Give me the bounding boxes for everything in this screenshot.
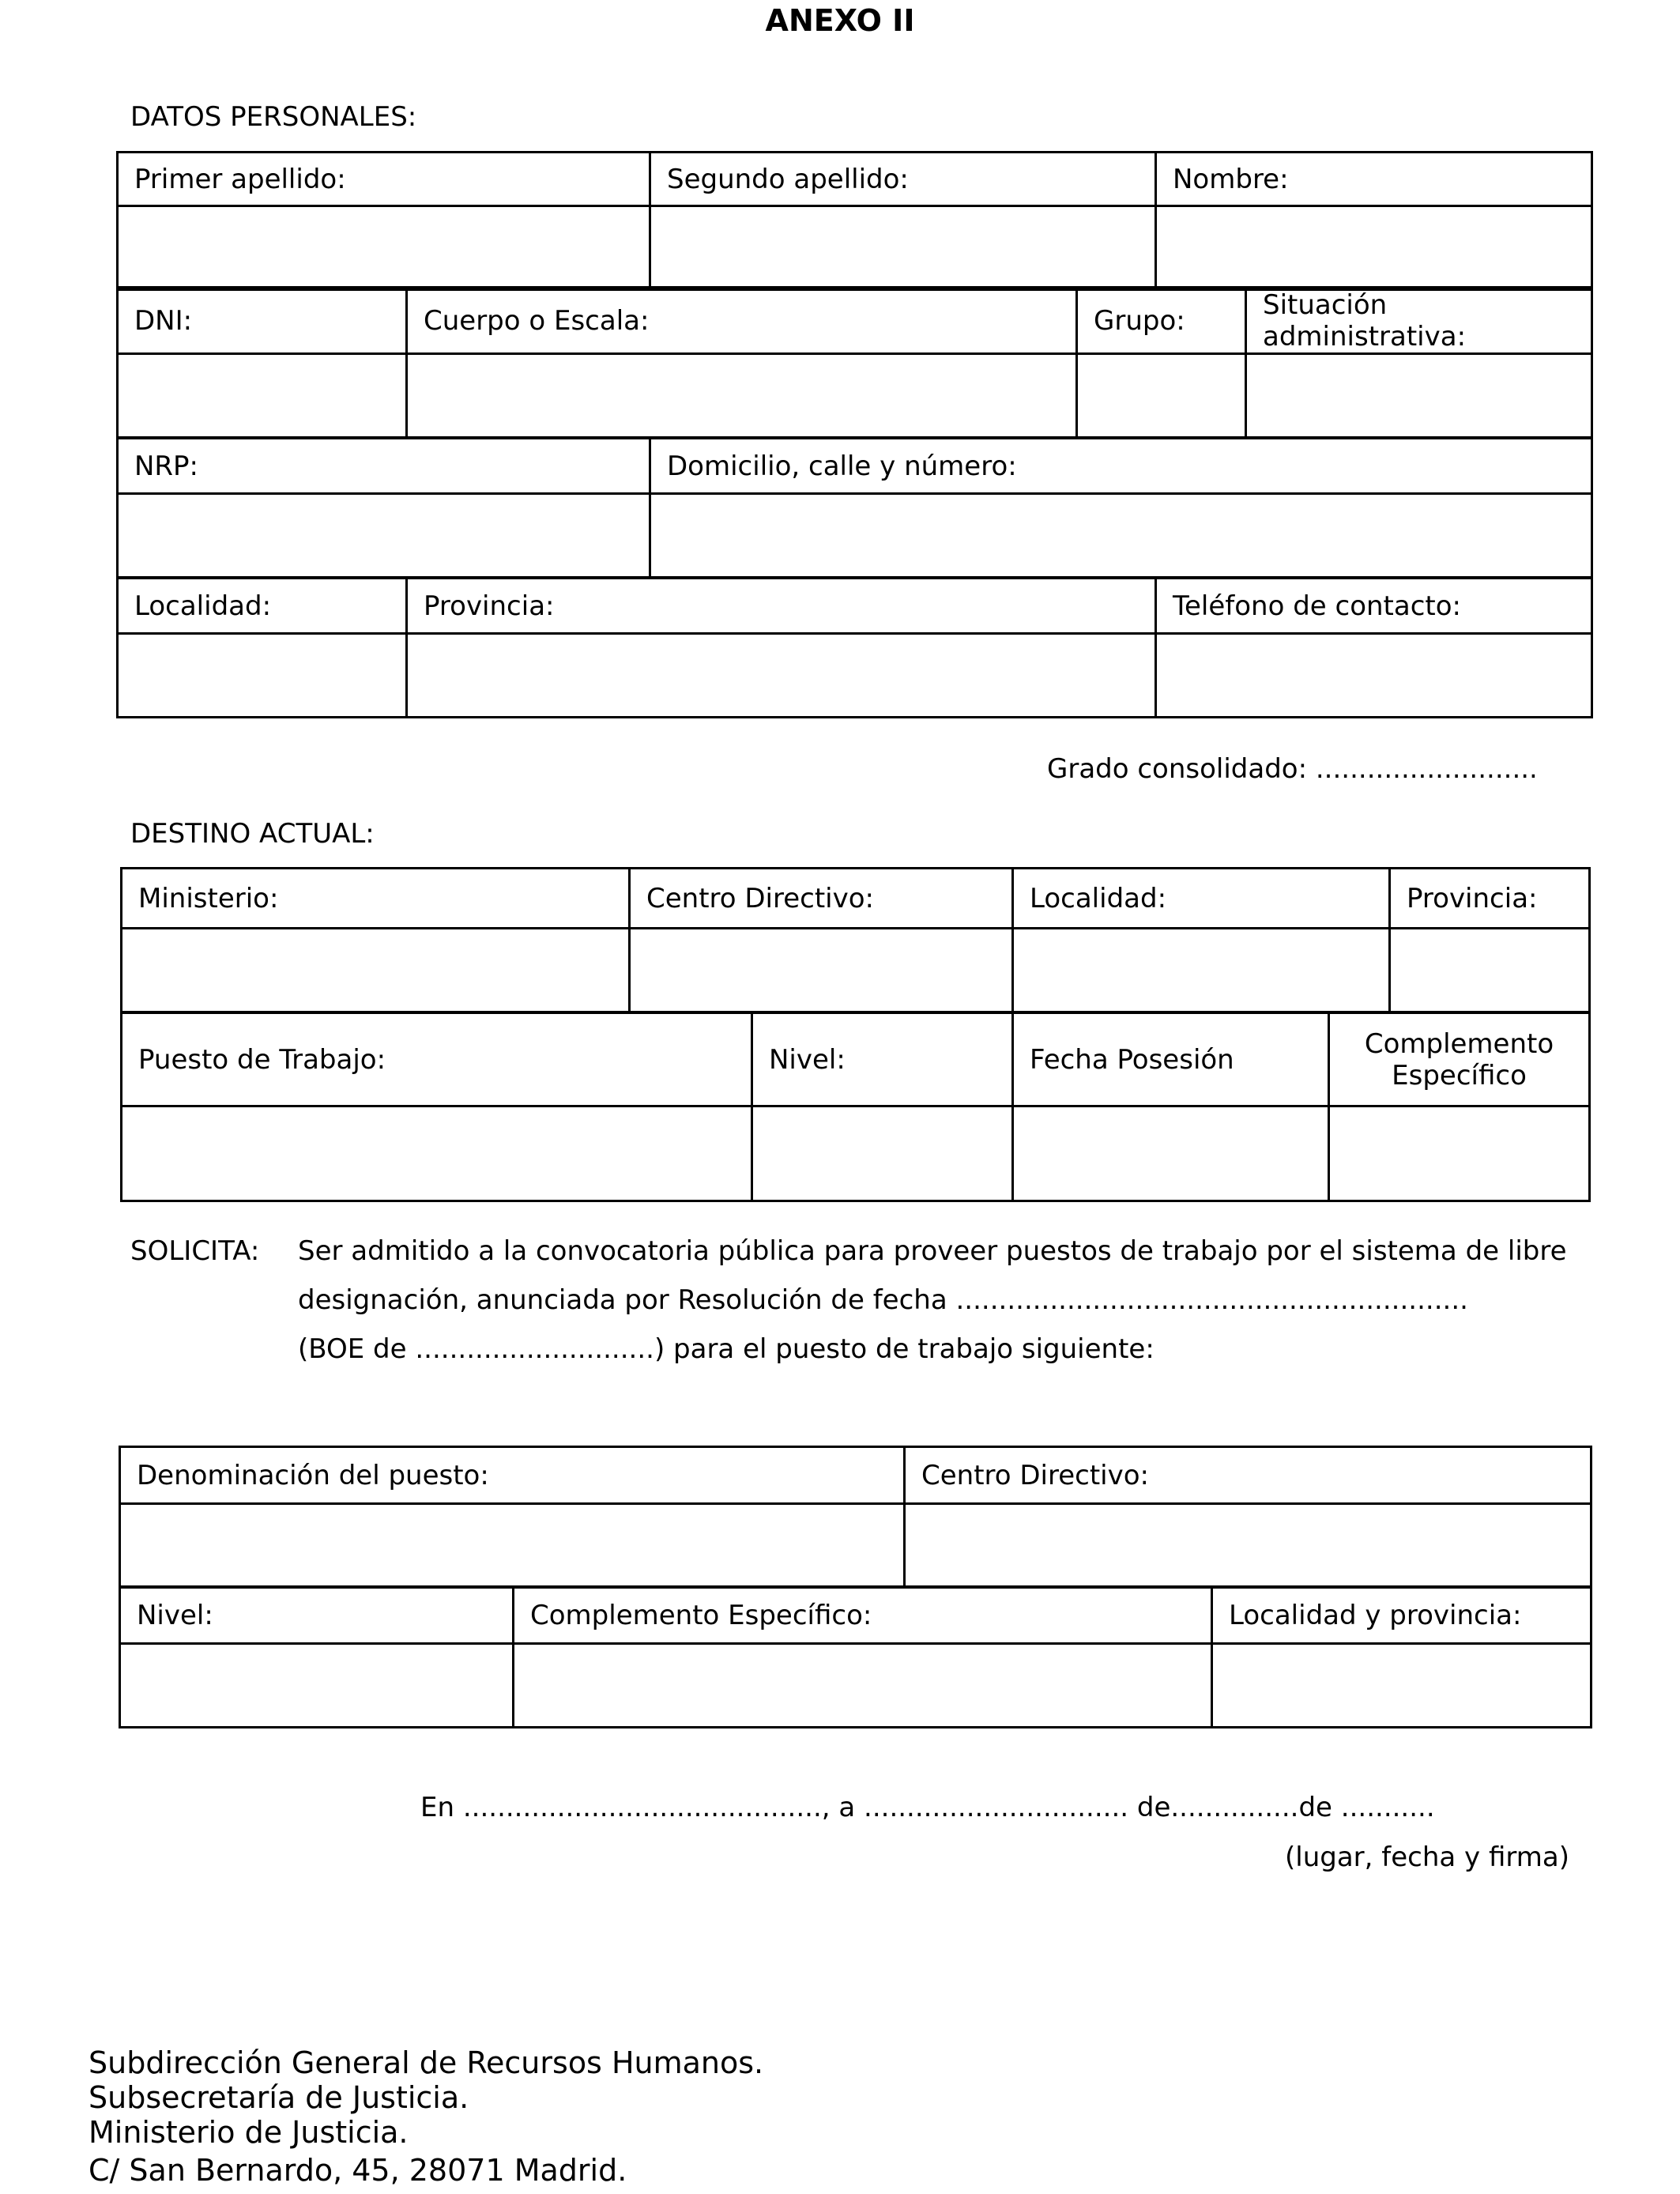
personal-table-domicilio xyxy=(116,437,1593,579)
grupo-field[interactable] xyxy=(1077,354,1246,438)
complemento-especifico-field[interactable] xyxy=(1329,1106,1590,1201)
nrp-field[interactable] xyxy=(118,494,650,578)
footer-line-1: Subdirección General de Recursos Humanos. xyxy=(89,2045,764,2080)
puesto-table-denominacion xyxy=(119,1446,1592,1589)
centro-directivo-label: Centro Directivo: xyxy=(630,869,1013,929)
puesto-table-nivel xyxy=(119,1585,1592,1728)
ministerio-field[interactable] xyxy=(122,929,630,1012)
localidad-field[interactable] xyxy=(118,634,407,718)
dni-field[interactable] xyxy=(118,354,407,438)
provincia-label: Provincia: xyxy=(407,579,1156,634)
cuerpo-escala-field[interactable] xyxy=(407,354,1077,438)
grupo-label: Grupo: xyxy=(1077,288,1246,354)
solicita-line-2: designación, anunciada por Resolución de fecha ............................................................ xyxy=(298,1284,1468,1316)
nombre-label: Nombre: xyxy=(1156,153,1592,206)
solicita-line-1: Ser admitido a la convocatoria pública para proveer puestos de trabajo por el sistema de libre xyxy=(298,1235,1567,1267)
situacion-administrativa-label: Situación administrativa: xyxy=(1246,288,1592,354)
personal-table-dni xyxy=(116,286,1593,439)
denominacion-puesto-label: Denominación del puesto: xyxy=(120,1447,905,1504)
ministerio-label: Ministerio: xyxy=(122,869,630,929)
page-title: ANEXO II xyxy=(765,3,915,38)
puesto-trabajo-field[interactable] xyxy=(122,1106,752,1201)
destino-provincia-field[interactable] xyxy=(1390,929,1590,1012)
solicita-line-3: (BOE de ............................) para el puesto de trabajo siguiente: xyxy=(298,1333,1155,1365)
nombre-field[interactable] xyxy=(1156,206,1592,290)
dni-label: DNI: xyxy=(118,288,407,354)
localidad-provincia-label: Localidad y provincia: xyxy=(1212,1587,1591,1644)
localidad-provincia-field[interactable] xyxy=(1212,1644,1591,1728)
nivel-label: Nivel: xyxy=(752,1013,1013,1106)
situacion-administrativa-field[interactable] xyxy=(1246,354,1592,438)
denominacion-puesto-field[interactable] xyxy=(120,1504,905,1588)
puesto-centro-directivo-label: Centro Directivo: xyxy=(905,1447,1591,1504)
footer-line-4: C/ San Bernardo, 45, 28071 Madrid. xyxy=(89,2153,627,2188)
fecha-line: En .........................................., a ............................... de...............de ........... xyxy=(420,1792,1435,1823)
puesto-nivel-field[interactable] xyxy=(120,1644,514,1728)
puesto-complemento-field[interactable] xyxy=(514,1644,1212,1728)
centro-directivo-field[interactable] xyxy=(630,929,1013,1012)
footer-line-2: Subsecretaría de Justicia. xyxy=(89,2080,469,2115)
destino-provincia-label: Provincia: xyxy=(1390,869,1590,929)
fecha-posesion-label: Fecha Posesión xyxy=(1013,1013,1329,1106)
puesto-centro-directivo-field[interactable] xyxy=(905,1504,1591,1588)
fecha-posesion-field[interactable] xyxy=(1013,1106,1329,1201)
domicilio-label: Domicilio, calle y número: xyxy=(650,439,1592,494)
telefono-label: Teléfono de contacto: xyxy=(1156,579,1592,634)
grado-consolidado: Grado consolidado: .......................... xyxy=(1047,753,1538,785)
destino-localidad-label: Localidad: xyxy=(1013,869,1390,929)
segundo-apellido-label: Segundo apellido: xyxy=(650,153,1156,206)
destino-table-puesto xyxy=(120,1012,1591,1202)
telefono-field[interactable] xyxy=(1156,634,1592,718)
firma-note: (lugar, fecha y firma) xyxy=(1285,1842,1569,1873)
personal-table-names xyxy=(116,151,1593,291)
solicita-label: SOLICITA: xyxy=(130,1235,260,1267)
cuerpo-escala-label: Cuerpo o Escala: xyxy=(407,288,1077,354)
primer-apellido-label: Primer apellido: xyxy=(118,153,650,206)
provincia-field[interactable] xyxy=(407,634,1156,718)
complemento-especifico-label: Complemento Específico xyxy=(1329,1013,1590,1106)
destino-localidad-field[interactable] xyxy=(1013,929,1390,1012)
primer-apellido-field[interactable] xyxy=(118,206,650,290)
puesto-trabajo-label: Puesto de Trabajo: xyxy=(122,1013,752,1106)
puesto-nivel-label: Nivel: xyxy=(120,1587,514,1644)
segundo-apellido-field[interactable] xyxy=(650,206,1156,290)
localidad-label: Localidad: xyxy=(118,579,407,634)
destino-section-heading: DESTINO ACTUAL: xyxy=(130,818,375,850)
nivel-field[interactable] xyxy=(752,1106,1013,1201)
destino-table-ministerio xyxy=(120,867,1591,1013)
personal-section-heading: DATOS PERSONALES: xyxy=(130,101,417,133)
puesto-complemento-label: Complemento Específico: xyxy=(514,1587,1212,1644)
domicilio-field[interactable] xyxy=(650,494,1592,578)
personal-table-localidad xyxy=(116,577,1593,718)
nrp-label: NRP: xyxy=(118,439,650,494)
footer-line-3: Ministerio de Justicia. xyxy=(89,2115,409,2150)
